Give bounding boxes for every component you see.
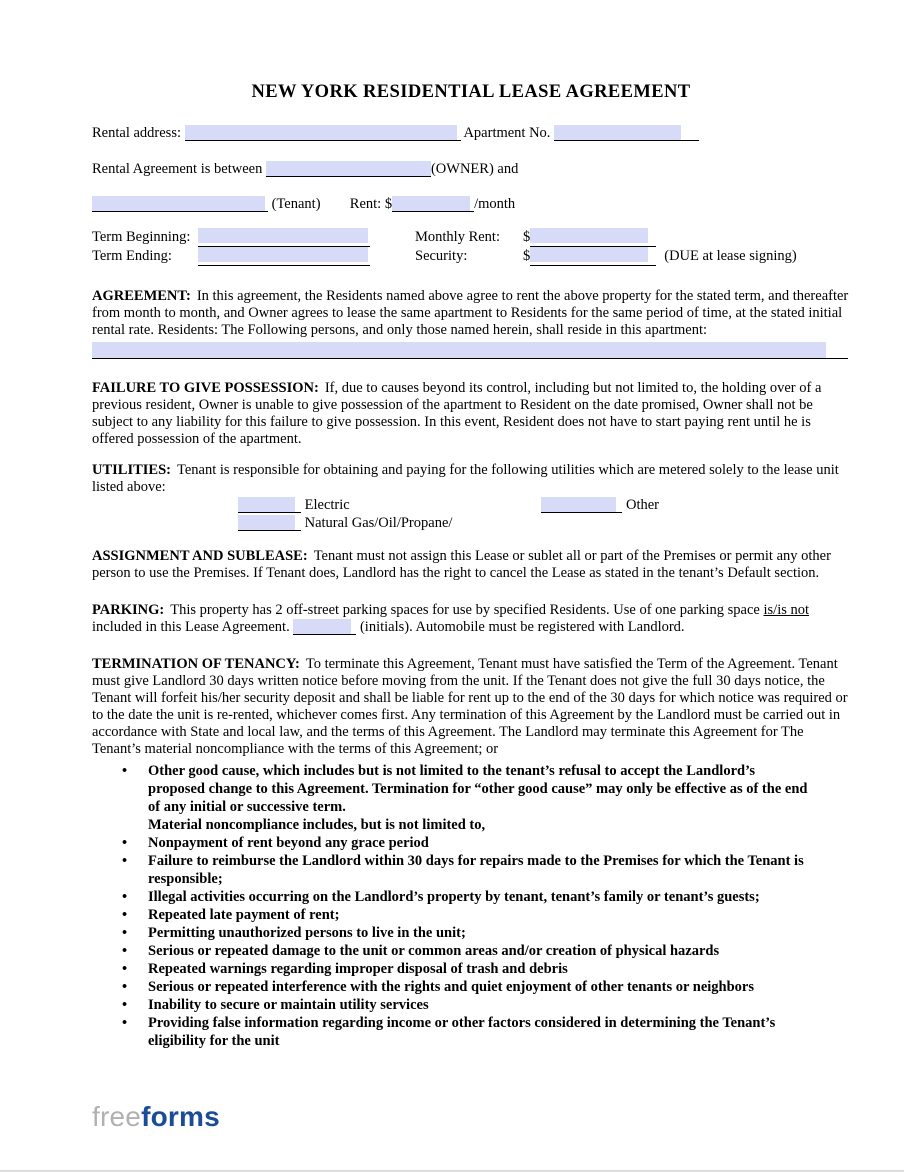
termination-body: To terminate this Agreement, Tenant must have satisfied the Term of the Agreement. Tenant must give Landlord 30 days written notice before moving from the unit. If the Tenant does not give the full 30 days notice, the Tenant will forfeit his/her security deposit and shall be liable for rent up to the end of the 30 days for which notice was required or to the date the unit is re-rented, whichever comes first. Any termination of this Agreement by the Landlord must be carried out in accordance with State and local law, and the terms of this Agreement. The Landlord may terminate this Agreement for The Tenant’s material noncompliance with the terms of this Agreement; or	[92, 656, 848, 757]
between-label: Rental Agreement is between	[92, 161, 263, 177]
utility-electric-label: Electric	[304, 497, 350, 513]
utility-other-label: Other	[625, 497, 659, 513]
list-item	[92, 978, 814, 996]
due-note: (DUE at lease signing)	[664, 248, 797, 264]
failure-heading: FAILURE TO GIVE POSSESSION:	[92, 380, 319, 396]
tenant-name-field[interactable]	[92, 196, 268, 212]
bullet-continuation: Material noncompliance includes, but is not limited to,	[148, 817, 486, 833]
term-ending-field[interactable]	[198, 247, 370, 266]
logo-free-text: free	[92, 1101, 142, 1132]
utilities-body: Tenant is responsible for obtaining and paying for the following utilities which are metered solely to the lease unit listed above:	[92, 462, 839, 495]
list-item	[92, 888, 814, 906]
list-item	[92, 960, 814, 978]
bullet-text: Repeated late payment of rent;	[148, 907, 340, 923]
utility-gas-field[interactable]	[238, 515, 301, 531]
bullet-text: Repeated warnings regarding improper disposal of trash and debris	[148, 961, 568, 977]
bullet-text: Providing false information regarding income or other factors considered in determining the Tenant’s eligibility for the unit	[148, 1015, 776, 1049]
parking-initials-field[interactable]	[293, 619, 356, 635]
apartment-no-field[interactable]	[554, 125, 699, 141]
document-title: NEW YORK RESIDENTIAL LEASE AGREEMENT	[251, 82, 691, 102]
utilities-heading: UTILITIES:	[92, 462, 171, 478]
assignment-body: Tenant must not assign this Lease or sublet all or part of the Premises or permit any other person to use the Premises. If Tenant does, Landlord has the right to cancel the Lease as stated in the tenant’s Default section.	[92, 548, 831, 581]
term-section	[92, 228, 850, 266]
section-assignment-sublease	[92, 548, 850, 582]
parking-body-middle: included in this Lease Agreement.	[92, 619, 290, 635]
utilities-row-1	[92, 497, 850, 514]
term-beginning-row	[92, 228, 850, 247]
rental-address-field[interactable]	[185, 125, 461, 141]
utility-gas-label: Natural Gas/Oil/Propane/	[304, 515, 453, 531]
list-item	[92, 924, 814, 942]
parking-body-before: This property has 2 off-street parking spaces for use by specified Residents. Use of one parking space	[170, 602, 760, 618]
list-item	[92, 834, 814, 852]
bullet-text: Failure to reimburse the Landlord within 30 days for repairs made to the Premises for which the Tenant is responsible;	[148, 853, 804, 887]
month-label: /month	[474, 196, 516, 212]
utility-other-field[interactable]	[541, 497, 622, 513]
term-ending-row	[92, 247, 850, 266]
list-item	[92, 996, 814, 1014]
rental-address-row	[92, 123, 850, 143]
owner-label: (OWNER) and	[430, 161, 519, 177]
parking-heading: PARKING:	[92, 602, 165, 618]
termination-heading: TERMINATION OF TENANCY:	[92, 656, 300, 672]
monthly-rent-label: Monthly Rent:	[415, 229, 500, 245]
residents-names-field[interactable]	[92, 342, 848, 359]
list-item	[92, 906, 814, 924]
security-label: Security:	[415, 248, 468, 264]
owner-row	[92, 159, 850, 179]
list-item	[92, 762, 814, 834]
utilities-row-2	[92, 515, 850, 532]
parking-is-isnot: is/is not	[763, 602, 810, 618]
tenant-rent-row	[92, 194, 850, 214]
term-beginning-label: Term Beginning:	[92, 229, 191, 245]
freeforms-logo	[92, 1102, 220, 1132]
dollar-sign: $	[523, 248, 531, 264]
parking-body-after: (initials). Automobile must be registered with Landlord.	[359, 619, 685, 635]
section-failure-to-give-possession	[92, 380, 850, 448]
rent-label: Rent: $	[349, 196, 393, 212]
utility-electric-field[interactable]	[238, 497, 301, 513]
list-item	[92, 852, 814, 888]
term-beginning-field[interactable]	[198, 228, 370, 247]
agreement-heading: AGREEMENT:	[92, 288, 191, 304]
rental-address-label: Rental address:	[92, 125, 181, 141]
security-field[interactable]	[530, 247, 656, 266]
monthly-rent-field[interactable]	[530, 228, 656, 247]
bullet-text: Inability to secure or maintain utility services	[148, 997, 429, 1013]
term-ending-label: Term Ending:	[92, 248, 172, 264]
assignment-heading: ASSIGNMENT AND SUBLEASE:	[92, 548, 308, 564]
section-agreement	[92, 288, 850, 339]
failure-body: If, due to causes beyond its control, including but not limited to, the holding over of a previous resident, Owner is unable to give possession of the apartment to Resident on the date promised, Owner shall not be subject to any liability for this failure to give possession. In this event, Resident does not have to start paying rent until he is offered possession of the apartment.	[92, 380, 822, 447]
section-termination	[92, 656, 850, 758]
document-content	[92, 0, 850, 1050]
bullet-text: Serious or repeated interference with the rights and quiet enjoyment of other tenants or neighbors	[148, 979, 754, 995]
bullet-text: Permitting unauthorized persons to live in the unit;	[148, 925, 466, 941]
list-item	[92, 1014, 814, 1050]
bullet-text: Illegal activities occurring on the Landlord’s property by tenant, tenant’s family or tenant’s guests;	[148, 889, 760, 905]
list-item	[92, 942, 814, 960]
termination-bullet-list	[92, 762, 850, 1050]
logo-forms-text: forms	[141, 1101, 220, 1132]
bullet-text: Serious or repeated damage to the unit or common areas and/or creation of physical hazards	[148, 943, 720, 959]
owner-name-field[interactable]	[266, 161, 431, 177]
dollar-sign: $	[523, 229, 531, 245]
bullet-text: Nonpayment of rent beyond any grace period	[148, 835, 429, 851]
agreement-body: In this agreement, the Residents named above agree to rent the above property for the stated term, and thereafter from month to month, and Owner agrees to lease the same apartment to Residents for the same period of time, at the stated initial rental rate. Residents: The Following persons, and only those named herein, shall reside in this apartment:	[92, 288, 849, 338]
rent-amount-field[interactable]	[392, 196, 474, 212]
apartment-no-label: Apartment No.	[463, 125, 551, 141]
section-parking	[92, 602, 850, 636]
bullet-text: Other good cause, which includes but is not limited to the tenant’s refusal to accept the Landlord’s proposed change to this Agreement. Termination for “other good cause” may only be effective as of the end of any initial or successive term.	[148, 763, 808, 815]
tenant-label: (Tenant)	[271, 196, 321, 212]
section-utilities	[92, 462, 850, 496]
